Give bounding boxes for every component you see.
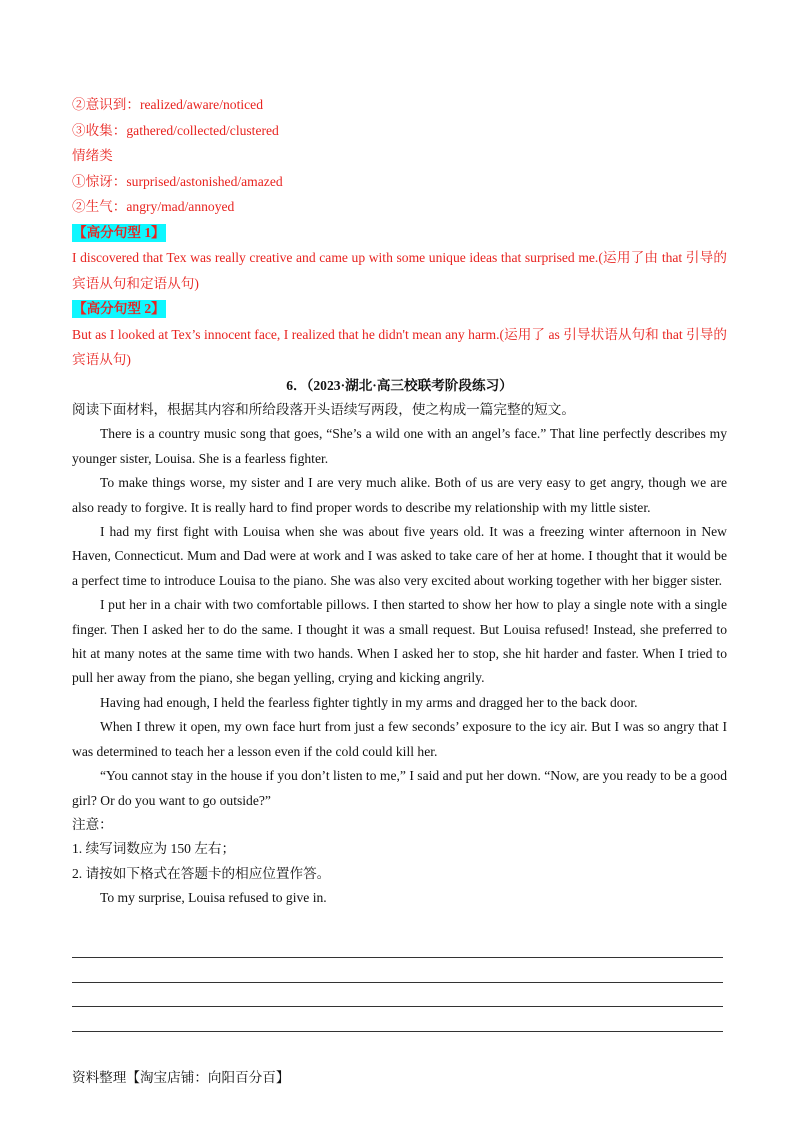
story-paragraph: There is a country music song that goes, “She’s a wild one with an angel’s face.” That line perfectly describes my younger sister, Louisa. She is a fearless fighter.: [72, 426, 727, 466]
sentence-1-text: I discovered that Tex was really creative and came up with some unique ideas that surprised me.(运用了由 that 引导的宾语从句和定语从句): [72, 250, 727, 291]
note-answer-format: 2. 请按如下格式在答题卡的相应位置作答。: [72, 865, 331, 881]
story-paragraph: “You cannot stay in the house if you don’t listen to me,” I said and put her down. “Now, are you ready to be a good girl? Or do you want to go outside?”: [72, 768, 727, 808]
sentence-2-text: But as I looked at Tex’s innocent face, I realized that he didn't mean any harm.(运用了 as 引导状语从句和 that 引导的宾语从句): [72, 326, 727, 367]
question-instruction: 阅读下面材料，根据其内容和所给段落开头语续写两段，使之构成一篇完整的短文。: [72, 402, 575, 417]
answer-line: [72, 1006, 723, 1007]
story-paragraph: I put her in a chair with two comfortable pillows. I then started to show her how to play a single note with a single finger. Then I asked her to do the same. I thought it was a small request. But Louisa refused! Instead, she preferred to hit at many notes at the same time with two hands. When I asked her to stop, she hit harder and faster. When I tried to pull her away from the piano, she began yelling, crying and kicking angrily.: [72, 597, 727, 686]
vocab-emotion-heading: 情绪类: [72, 148, 113, 163]
vocab-line-surprised: ①惊讶：surprised/astonished/amazed: [72, 173, 283, 189]
story-paragraph: When I threw it open, my own face hurt from just a few seconds’ exposure to the icy air. But I was so angry that I was determined to teach her a lesson even if the cold could kill her.: [72, 719, 727, 759]
story-paragraph: I had my first fight with Louisa when she was about five years old. It was a freezing winter afternoon in New Haven, Connecticut. Mum and Dad were at work and I was asked to take care of her at home. I thought that it would be a perfect time to introduce Louisa to the piano. She was also very excited about working together with her bigger sister.: [72, 524, 727, 588]
footer-source: 资料整理【淘宝店铺：向阳百分百】: [72, 1070, 290, 1085]
note-word-count: 1. 续写词数应为 150 左右；: [72, 841, 236, 857]
sentence-2-badge: 【高分句型 2】: [73, 301, 165, 316]
vocab-line-angry: ②生气：angry/mad/annoyed: [72, 199, 235, 214]
question-title: 6．（2023·湖北·高三校联考阶段练习）: [286, 377, 513, 393]
answer-line: [72, 1031, 723, 1032]
document-body: [72, 92, 727, 911]
vocab-line-gathered: ③收集：gathered/collected/clustered: [72, 122, 279, 138]
answer-line: [72, 957, 723, 958]
story-paragraph: To make things worse, my sister and I are very much alike. Both of us are very easy to get angry, though we are also ready to forgive. It is really hard to find proper words to describe my relationship with my little sister.: [72, 475, 727, 515]
sentence-1-badge-row: [72, 220, 727, 246]
answer-line: [72, 982, 723, 983]
story-paragraph: Having had enough, I held the fearless fighter tightly in my arms and dragged her to the back door.: [100, 694, 638, 710]
vocab-line-realized: ②意识到：realized/aware/noticed: [72, 97, 263, 112]
continuation-prompt: To my surprise, Louisa refused to give in.: [100, 890, 327, 906]
sentence-1-badge: 【高分句型 1】: [73, 224, 165, 240]
answer-lines: [72, 957, 723, 1055]
sentence-2-badge-row: [72, 296, 727, 322]
notes-heading: 注意：: [72, 816, 113, 832]
